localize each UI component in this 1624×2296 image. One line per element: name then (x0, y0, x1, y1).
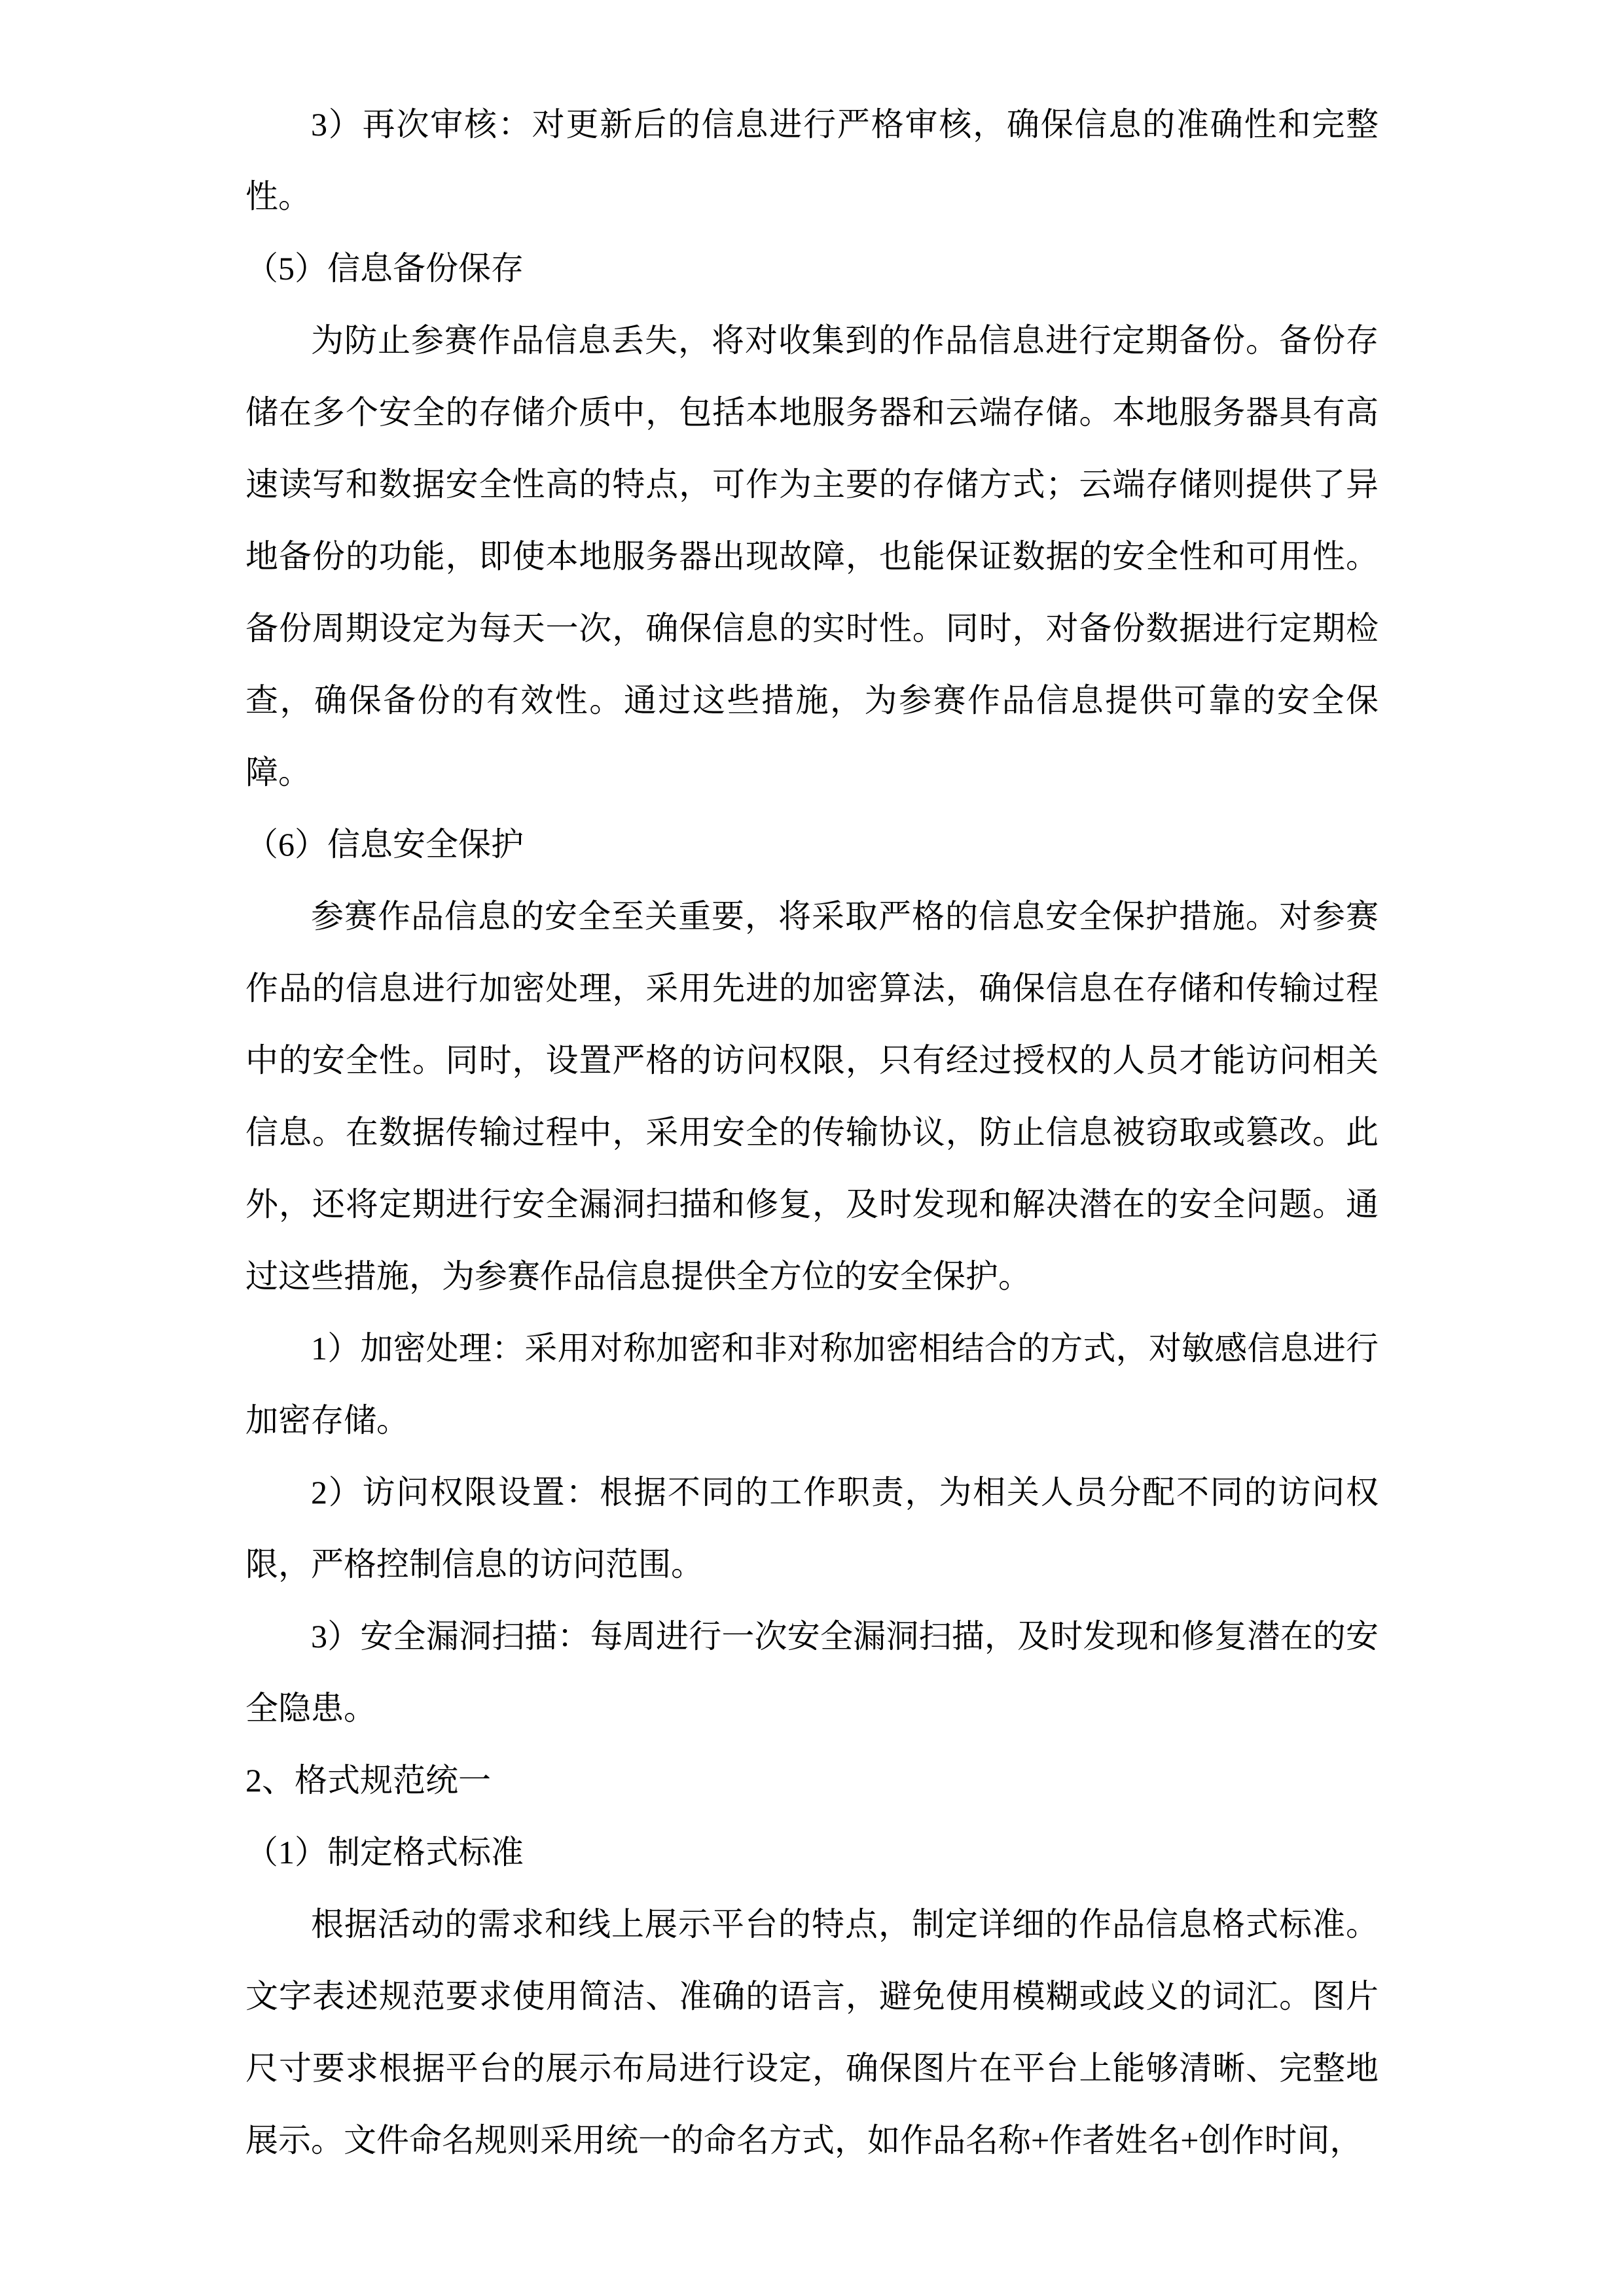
heading-format-standard-section: 2、格式规范统一 (245, 1762, 491, 1799)
heading-format-standard-sub: （1）制定格式标准 (245, 1834, 524, 1871)
paragraph-format-standard-detail: 根据活动的需求和线上展示平台的特点，制定详细的作品信息格式标准。文字表述规范要求使用简洁、准确的语言，避免使用模糊或歧义的词汇。图片尺寸要求根据平台的展示布局进行设定，确保图片在平台上能够清晰、完整地展示。文件命名规则采用统一的命名方式，如作品名称+作者姓名+创作时间， (245, 1906, 1379, 2159)
paragraph-access-control-item: 2）访问权限设置：根据不同的工作职责，为相关人员分配不同的访问权限，严格控制信息的访问范围。 (245, 1474, 1379, 1583)
paragraph-vulnerability-scan-item: 3）安全漏洞扫描：每周进行一次安全漏洞扫描，及时发现和修复潜在的安全隐患。 (245, 1618, 1379, 1727)
paragraph-security-detail: 参赛作品信息的安全至关重要，将采取严格的信息安全保护措施。对参赛作品的信息进行加密处理，采用先进的加密算法，确保信息在存储和传输过程中的安全性。同时，设置严格的访问权限，只有经过授权的人员才能访问相关信息。在数据传输过程中，采用安全的传输协议，防止信息被窃取或篡改。此外，还将定期进行安全漏洞扫描和修复，及时发现和解决潜在的安全问题。通过这些措施，为参赛作品信息提供全方位的安全保护。 (245, 898, 1379, 1295)
heading-info-security: （6）信息安全保护 (245, 826, 524, 863)
heading-info-backup: （5）信息备份保存 (245, 250, 524, 287)
paragraph-encryption-item: 1）加密处理：采用对称加密和非对称加密相结合的方式，对敏感信息进行加密存储。 (245, 1330, 1379, 1439)
paragraph-review-again: 3）再次审核：对更新后的信息进行严格审核，确保信息的准确性和完整性。 (245, 106, 1379, 215)
paragraph-backup-detail: 为防止参赛作品信息丢失，将对收集到的作品信息进行定期备份。备份存储在多个安全的存储介质中，包括本地服务器和云端存储。本地服务器具有高速读写和数据安全性高的特点，可作为主要的存储方式；云端存储则提供了异地备份的功能，即使本地服务器出现故障，也能保证数据的安全性和可用性。备份周期设定为每天一次，确保信息的实时性。同时，对备份数据进行定期检查，确保备份的有效性。通过这些措施，为参赛作品信息提供可靠的安全保障。 (245, 322, 1379, 791)
